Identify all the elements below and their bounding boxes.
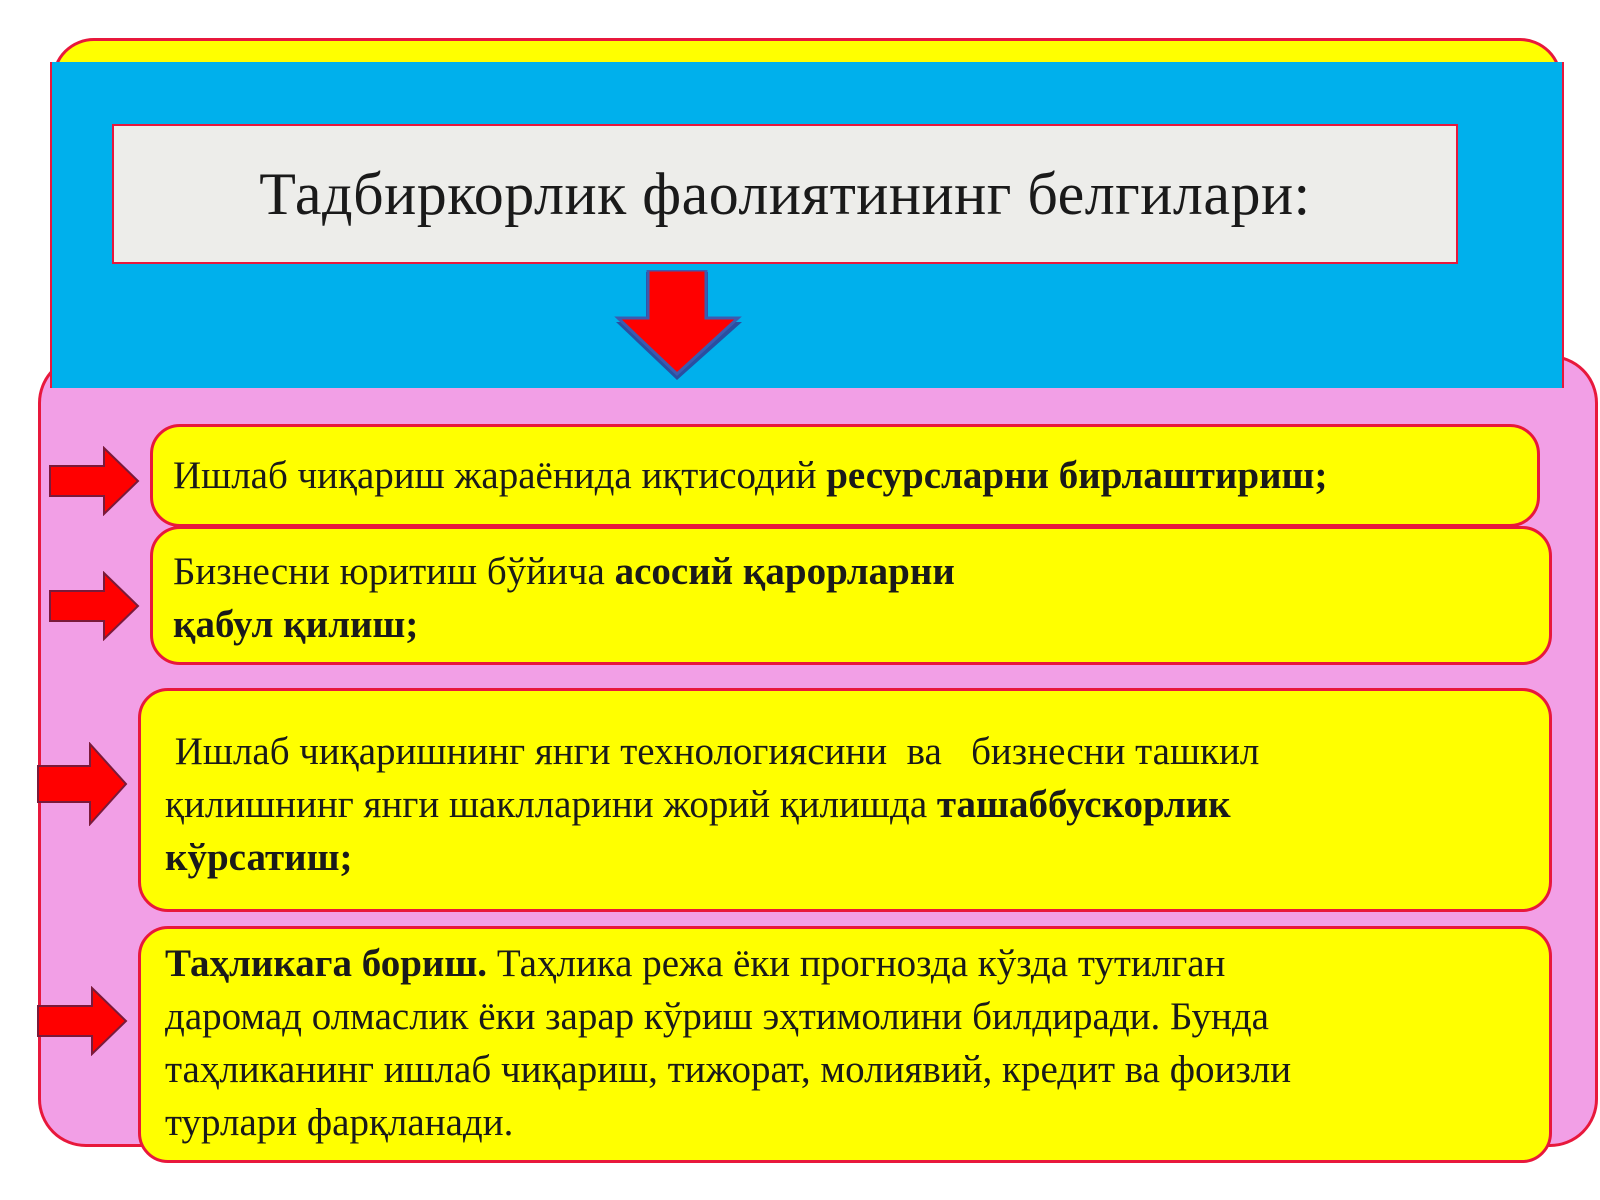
item-line — [173, 598, 1549, 651]
item-line — [165, 990, 1549, 1043]
item-text-bold: ташаббускорлик — [936, 783, 1231, 826]
feature-item-1 — [150, 424, 1540, 527]
item-line — [165, 831, 1549, 884]
item-text-bold: Таҳликага бориш. — [165, 942, 488, 985]
item-text-bold: қабул қилиш; — [173, 603, 419, 646]
right-arrow-icon — [36, 742, 128, 826]
item-text: таҳликанинг ишлаб чиқариш, тижорат, молиявий, кредит ва фоизли — [165, 1048, 1292, 1091]
right-arrow-icon — [36, 986, 128, 1056]
item-text-bold: кўрсатиш; — [165, 836, 353, 879]
title-box — [112, 124, 1458, 264]
item-text: Ишлаб чиқаришнинг янги технологиясини ва бизнесни ташкил — [165, 730, 1260, 773]
item-line — [173, 449, 1537, 502]
item-text: Ишлаб чиқариш жараёнида иқтисодий — [173, 454, 827, 497]
right-arrow-icon — [48, 571, 140, 641]
diagram-title: Тадбиркорлик фаолиятининг белгилари: — [259, 160, 1311, 227]
right-arrow-icon — [48, 446, 140, 516]
feature-item-3 — [138, 688, 1552, 912]
item-text: Таҳлика режа ёки прогнозда кўзда тутилган — [487, 942, 1226, 985]
item-text: Бизнесни юритиш бўйича — [173, 550, 615, 593]
feature-item-4 — [138, 926, 1552, 1163]
item-text-bold: ресурсларни бирлаштириш; — [826, 454, 1328, 497]
item-text: қилишнинг янги шаклларини жорий қилишда — [165, 783, 937, 826]
down-arrow-icon — [612, 270, 748, 384]
item-line — [173, 545, 1549, 598]
item-text: турлари фарқланади. — [165, 1101, 514, 1144]
item-text-bold: асосий қарорларни — [614, 550, 955, 593]
feature-item-2 — [150, 526, 1552, 665]
item-line — [165, 1096, 1549, 1149]
item-text: даромад олмаслик ёки зарар кўриш эҳтимолини билдиради. Бунда — [165, 995, 1269, 1038]
item-line — [165, 937, 1549, 990]
item-line — [165, 778, 1549, 831]
item-line — [165, 1043, 1549, 1096]
item-line — [165, 725, 1549, 778]
